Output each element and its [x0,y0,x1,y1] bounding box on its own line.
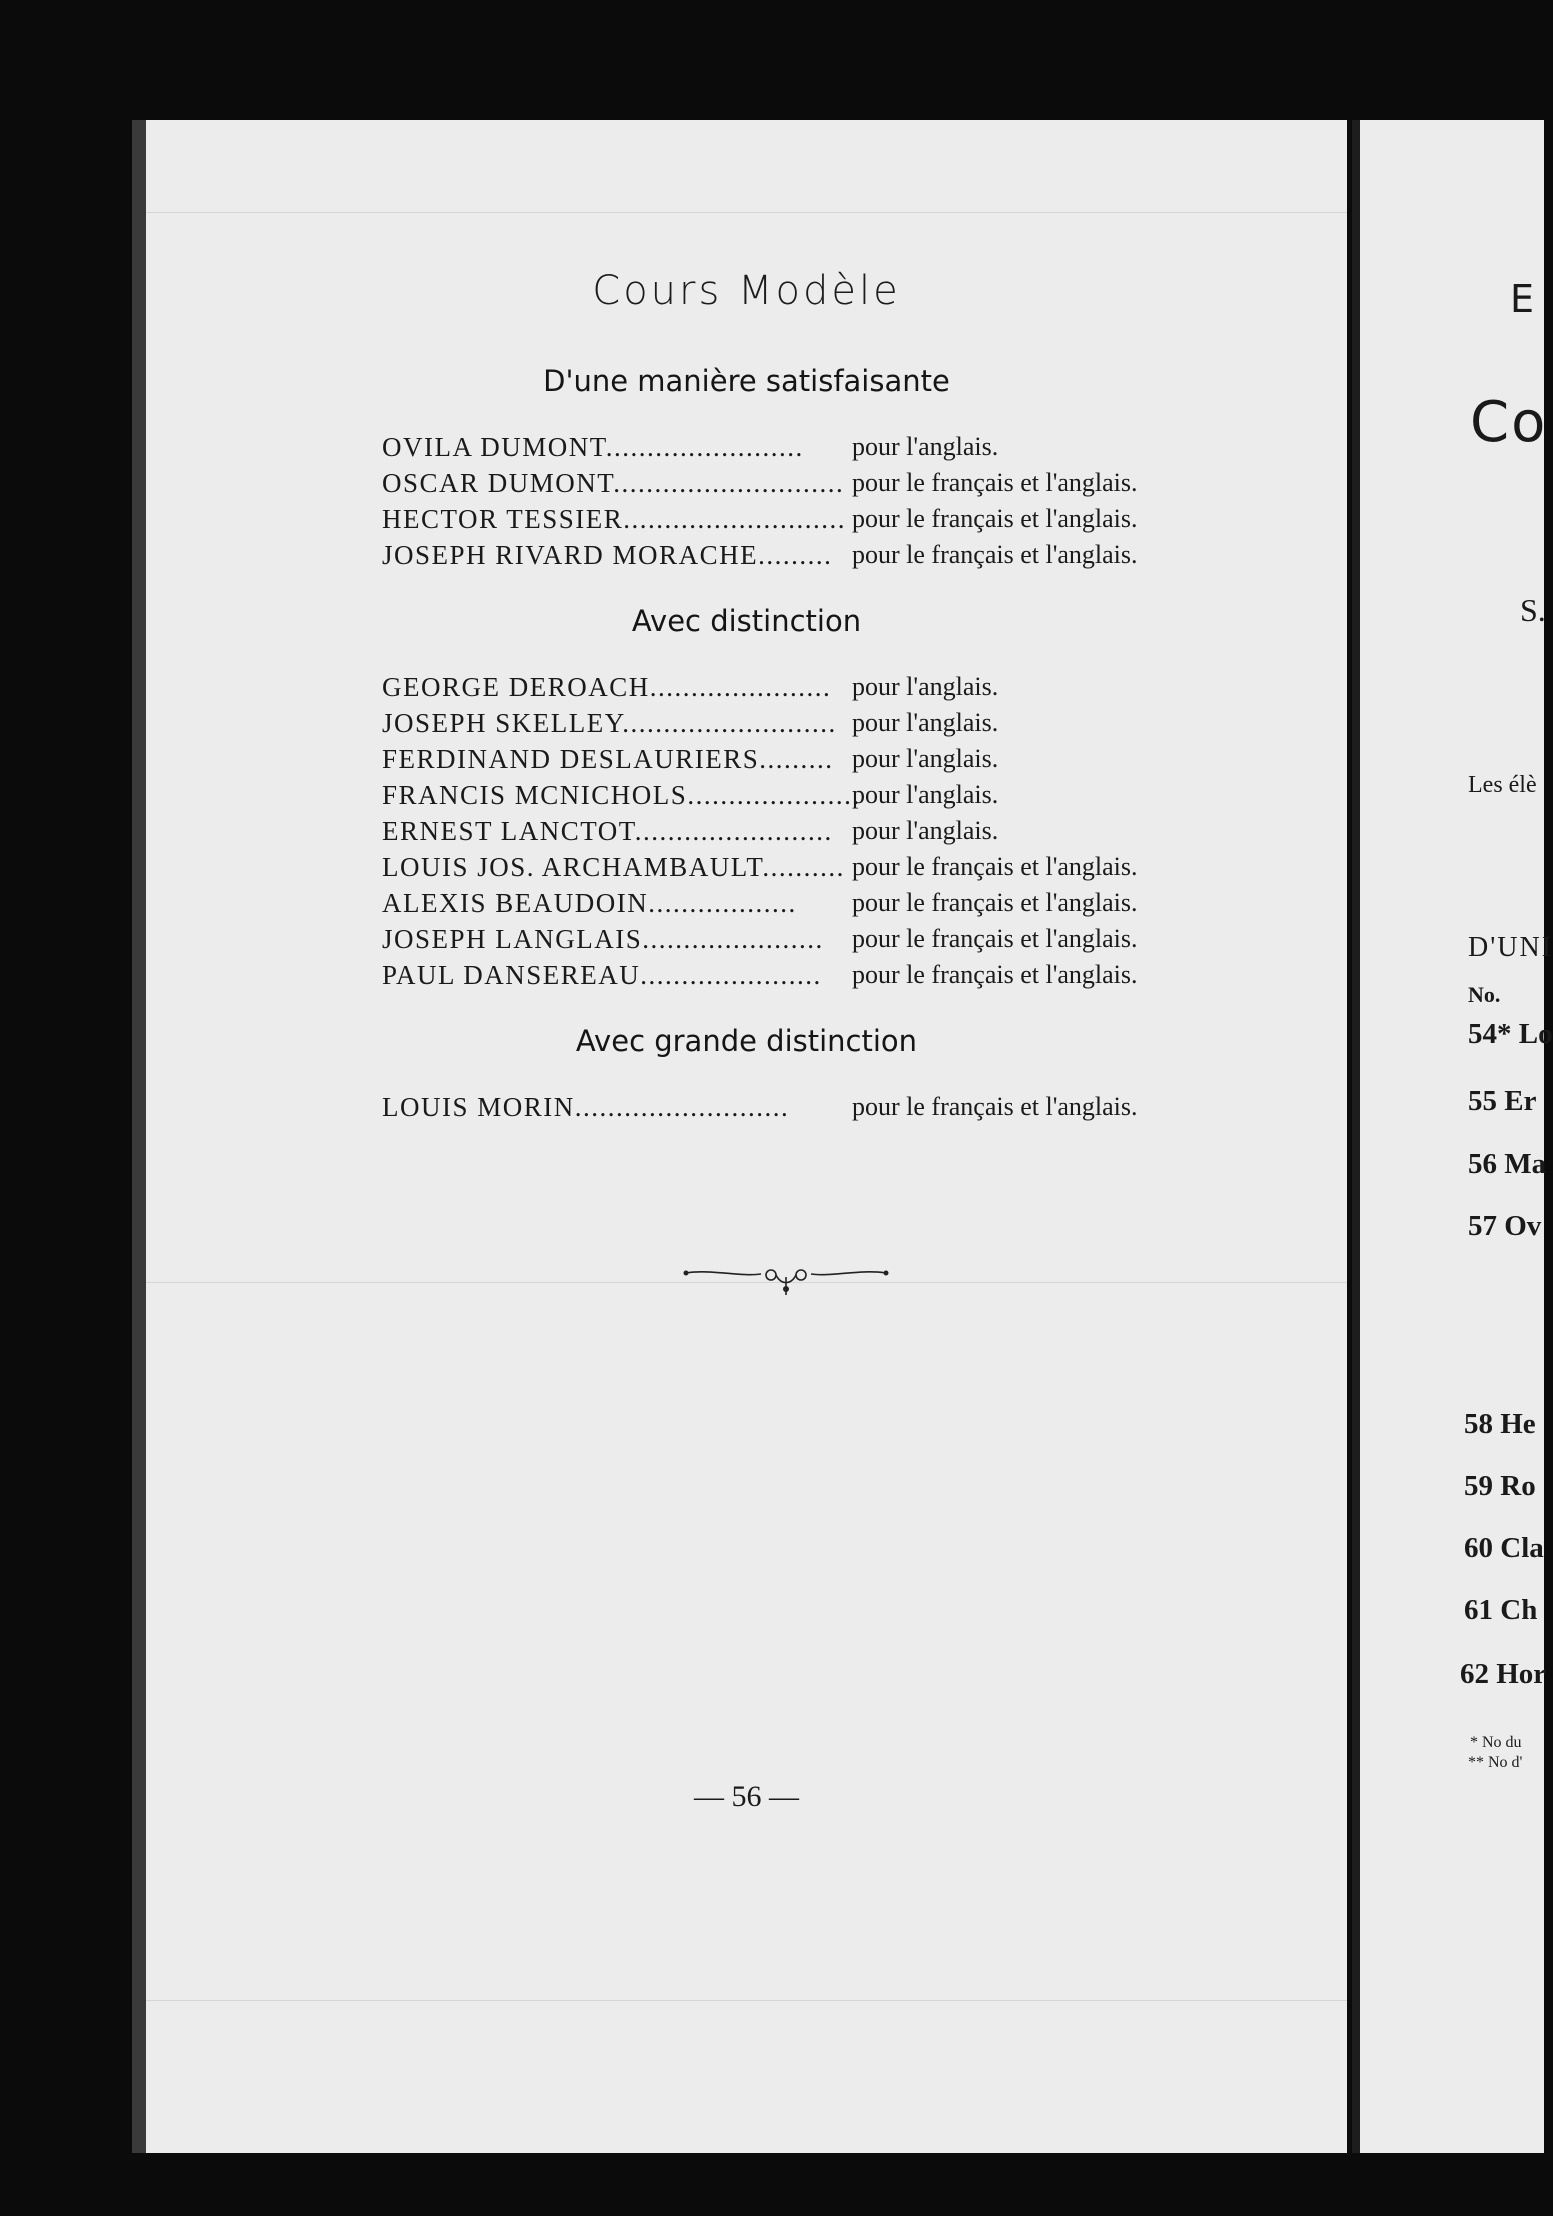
table-row: 55 Er [1468,1085,1537,1117]
student-name: OSCAR DUMONT............................ [382,468,845,498]
student-name: LOUIS JOS. ARCHAMBAULT.......... [382,852,845,882]
student-name: GEORGE DEROACH...................... [382,672,832,702]
table-row: 62 Hor [1460,1658,1547,1690]
footnote: * No du [1470,1734,1522,1751]
mention: pour l'anglais. [852,708,999,737]
student-name: JOSEPH LANGLAIS...................... [382,924,824,954]
student-name: ALEXIS BEAUDOIN.................. [382,888,797,918]
page-title: Cours Modèle [592,268,901,314]
footnote: ** No d' [1468,1754,1523,1771]
page-number: — 56 — [694,1780,799,1813]
table-row: 61 Ch [1464,1594,1538,1626]
right-s-fragment: S. [1520,592,1546,628]
mention: pour l'anglais. [852,780,999,809]
student-name: OVILA DUMONT........................ [382,432,804,462]
table-row: 58 He [1464,1408,1536,1440]
mention: pour le français et l'anglais. [852,888,1138,917]
right-page [1352,120,1553,2153]
table-row: 54* Lo [1468,1018,1553,1050]
ornament-divider-icon [681,1265,891,1305]
table-row: 56 Ma [1468,1148,1547,1180]
student-name: FERDINAND DESLAURIERS......... [382,744,834,774]
mention: pour le français et l'anglais. [852,504,1138,533]
table-row: 60 Cla [1464,1532,1544,1564]
section-heading-distinction: Avec distinction [631,604,862,638]
right-heading-fragment: D'UNI [1468,932,1553,963]
student-name: JOSEPH RIVARD MORACHE......... [382,540,833,570]
table-row: 59 Ro [1464,1470,1536,1502]
right-intro-fragment: Les élè [1468,772,1537,798]
table-row: 57 Ov [1468,1210,1542,1242]
section-heading-satisfaisante: D'une manière satisfaisante [543,364,950,398]
mention: pour l'anglais. [852,816,999,845]
student-name: HECTOR TESSIER........................... [382,504,847,534]
student-name: PAUL DANSEREAU...................... [382,960,822,990]
student-name: FRANCIS MCNICHOLS..................... [382,780,861,810]
left-page [132,120,1347,2153]
right-no-label: No. [1468,982,1501,1007]
mention: pour l'anglais. [852,744,999,773]
scan-line [146,212,1347,213]
mention: pour le français et l'anglais. [852,960,1138,989]
mention: pour le français et l'anglais. [852,1092,1138,1121]
mention: pour l'anglais. [852,432,999,461]
mention: pour le français et l'anglais. [852,468,1138,497]
mention: pour le français et l'anglais. [852,852,1138,881]
mention: pour le français et l'anglais. [852,540,1138,569]
student-name: JOSEPH SKELLEY.......................... [382,708,837,738]
mention: pour le français et l'anglais. [852,924,1138,953]
mention: pour l'anglais. [852,672,999,701]
scan-line [146,2000,1347,2001]
student-name: LOUIS MORIN.......................... [382,1092,790,1122]
section-heading-grande-distinction: Avec grande distinction [575,1024,918,1058]
student-name: ERNEST LANCTOT........................ [382,816,833,846]
right-subtitle-fragment: Co [1470,390,1548,455]
right-title-fragment: E [1510,277,1535,321]
